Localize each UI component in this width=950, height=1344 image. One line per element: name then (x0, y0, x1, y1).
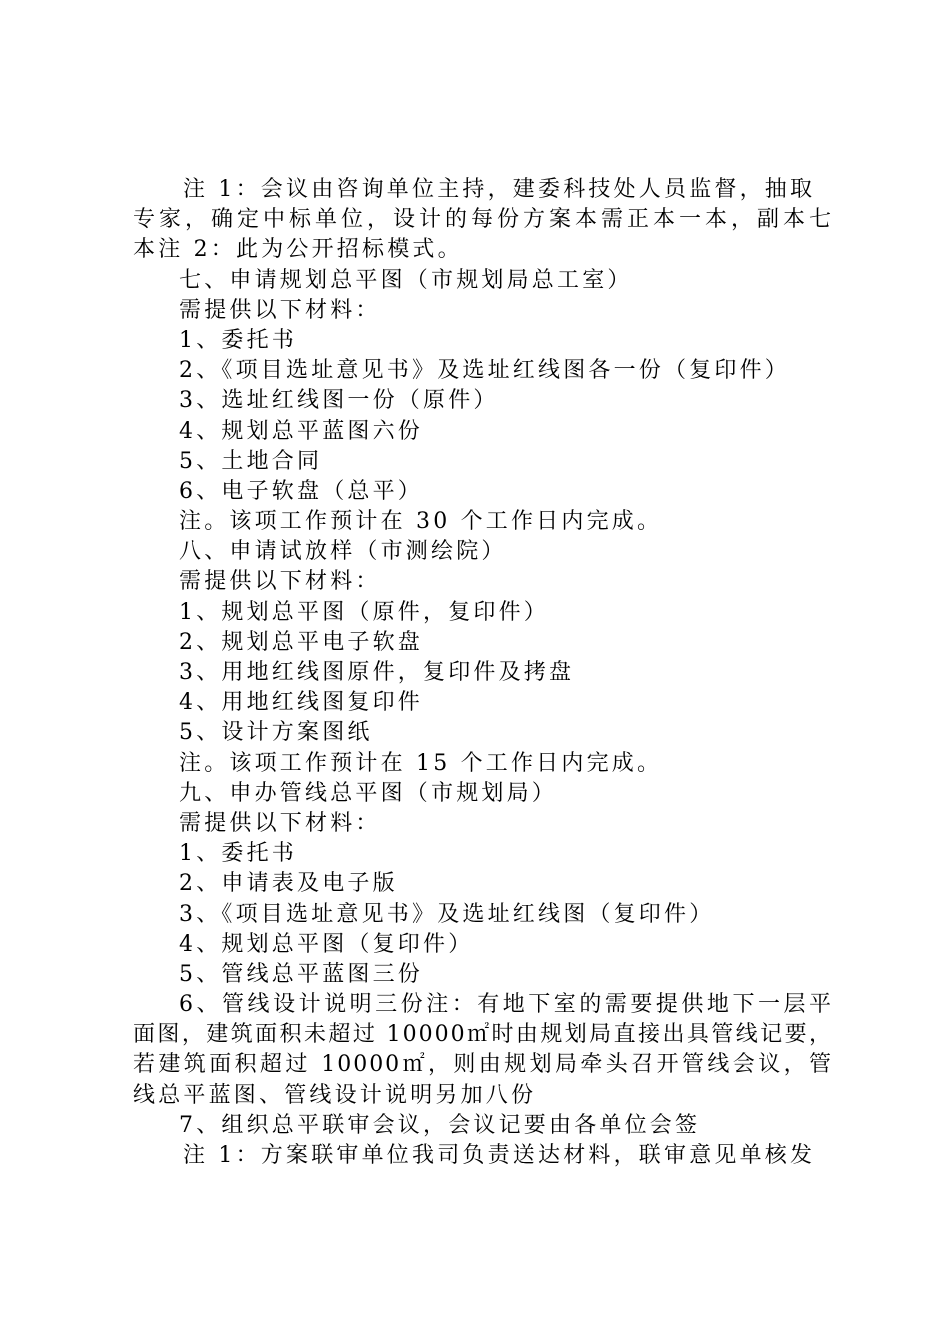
paragraph-line: 面图，建筑面积未超过 10000㎡时由规划局直接出具管线记要， (133, 1022, 833, 1048)
list-item: 5、管线总平蓝图三份 (179, 961, 423, 987)
list-item: 4、规划总平蓝图六份 (179, 418, 423, 444)
paragraph-line: 专家，确定中标单位，设计的每份方案本需正本一本，副本七 (133, 207, 833, 233)
list-item: 6、电子软盘（总平） (179, 478, 423, 504)
section-heading: 九、申办管线总平图（市规划局） (179, 780, 558, 806)
list-item: 1、规划总平图（原件，复印件） (179, 599, 549, 625)
paragraph-line: 需提供以下材料： (179, 297, 381, 323)
list-item: 5、土地合同 (179, 448, 323, 474)
paragraph-line: 需提供以下材料： (179, 569, 381, 595)
paragraph-line: 需提供以下材料： (179, 810, 381, 836)
list-item: 1、委托书 (179, 327, 297, 353)
list-item: 2、《项目选址意见书》及选址红线图各一份（复印件） (179, 358, 790, 384)
list-item: 7、组织总平联审会议，会议记要由各单位会签 (179, 1112, 701, 1138)
list-item: 2、申请表及电子版 (179, 871, 398, 897)
list-item: 3、《项目选址意见书》及选址红线图（复印件） (179, 901, 715, 927)
document-body (133, 175, 833, 1171)
paragraph-line: 注 1：会议由咨询单位主持，建委科技处人员监督，抽取 (183, 177, 816, 202)
list-item: 1、委托书 (179, 841, 297, 867)
note-line: 注。该项工作预计在 30 个工作日内完成。 (179, 509, 663, 535)
paragraph-line: 本注 2：此为公开招标模式。 (133, 237, 463, 263)
list-item: 5、设计方案图纸 (179, 720, 373, 746)
paragraph-line: 若建筑面积超过 10000㎡，则由规划局牵头召开管线会议，管 (133, 1052, 833, 1078)
paragraph-line: 线总平蓝图、管线设计说明另加八份 (133, 1082, 537, 1108)
note-line: 注。该项工作预计在 15 个工作日内完成。 (179, 750, 663, 776)
list-item: 6、管线设计说明三份注：有地下室的需要提供地下一层平 (179, 992, 833, 1018)
note-line: 注 1：方案联审单位我司负责送达材料，联审意见单核发 (183, 1143, 816, 1168)
list-item: 3、选址红线图一份（原件） (179, 388, 499, 414)
list-item: 4、规划总平图（复印件） (179, 931, 474, 957)
section-heading: 七、申请规划总平图（市规划局总工室） (179, 267, 633, 293)
list-item: 2、规划总平电子软盘 (179, 629, 423, 655)
list-item: 3、用地红线图原件，复印件及拷盘 (179, 660, 575, 685)
section-heading: 八、申请试放样（市测绘院） (179, 539, 507, 565)
list-item: 4、用地红线图复印件 (179, 690, 423, 716)
